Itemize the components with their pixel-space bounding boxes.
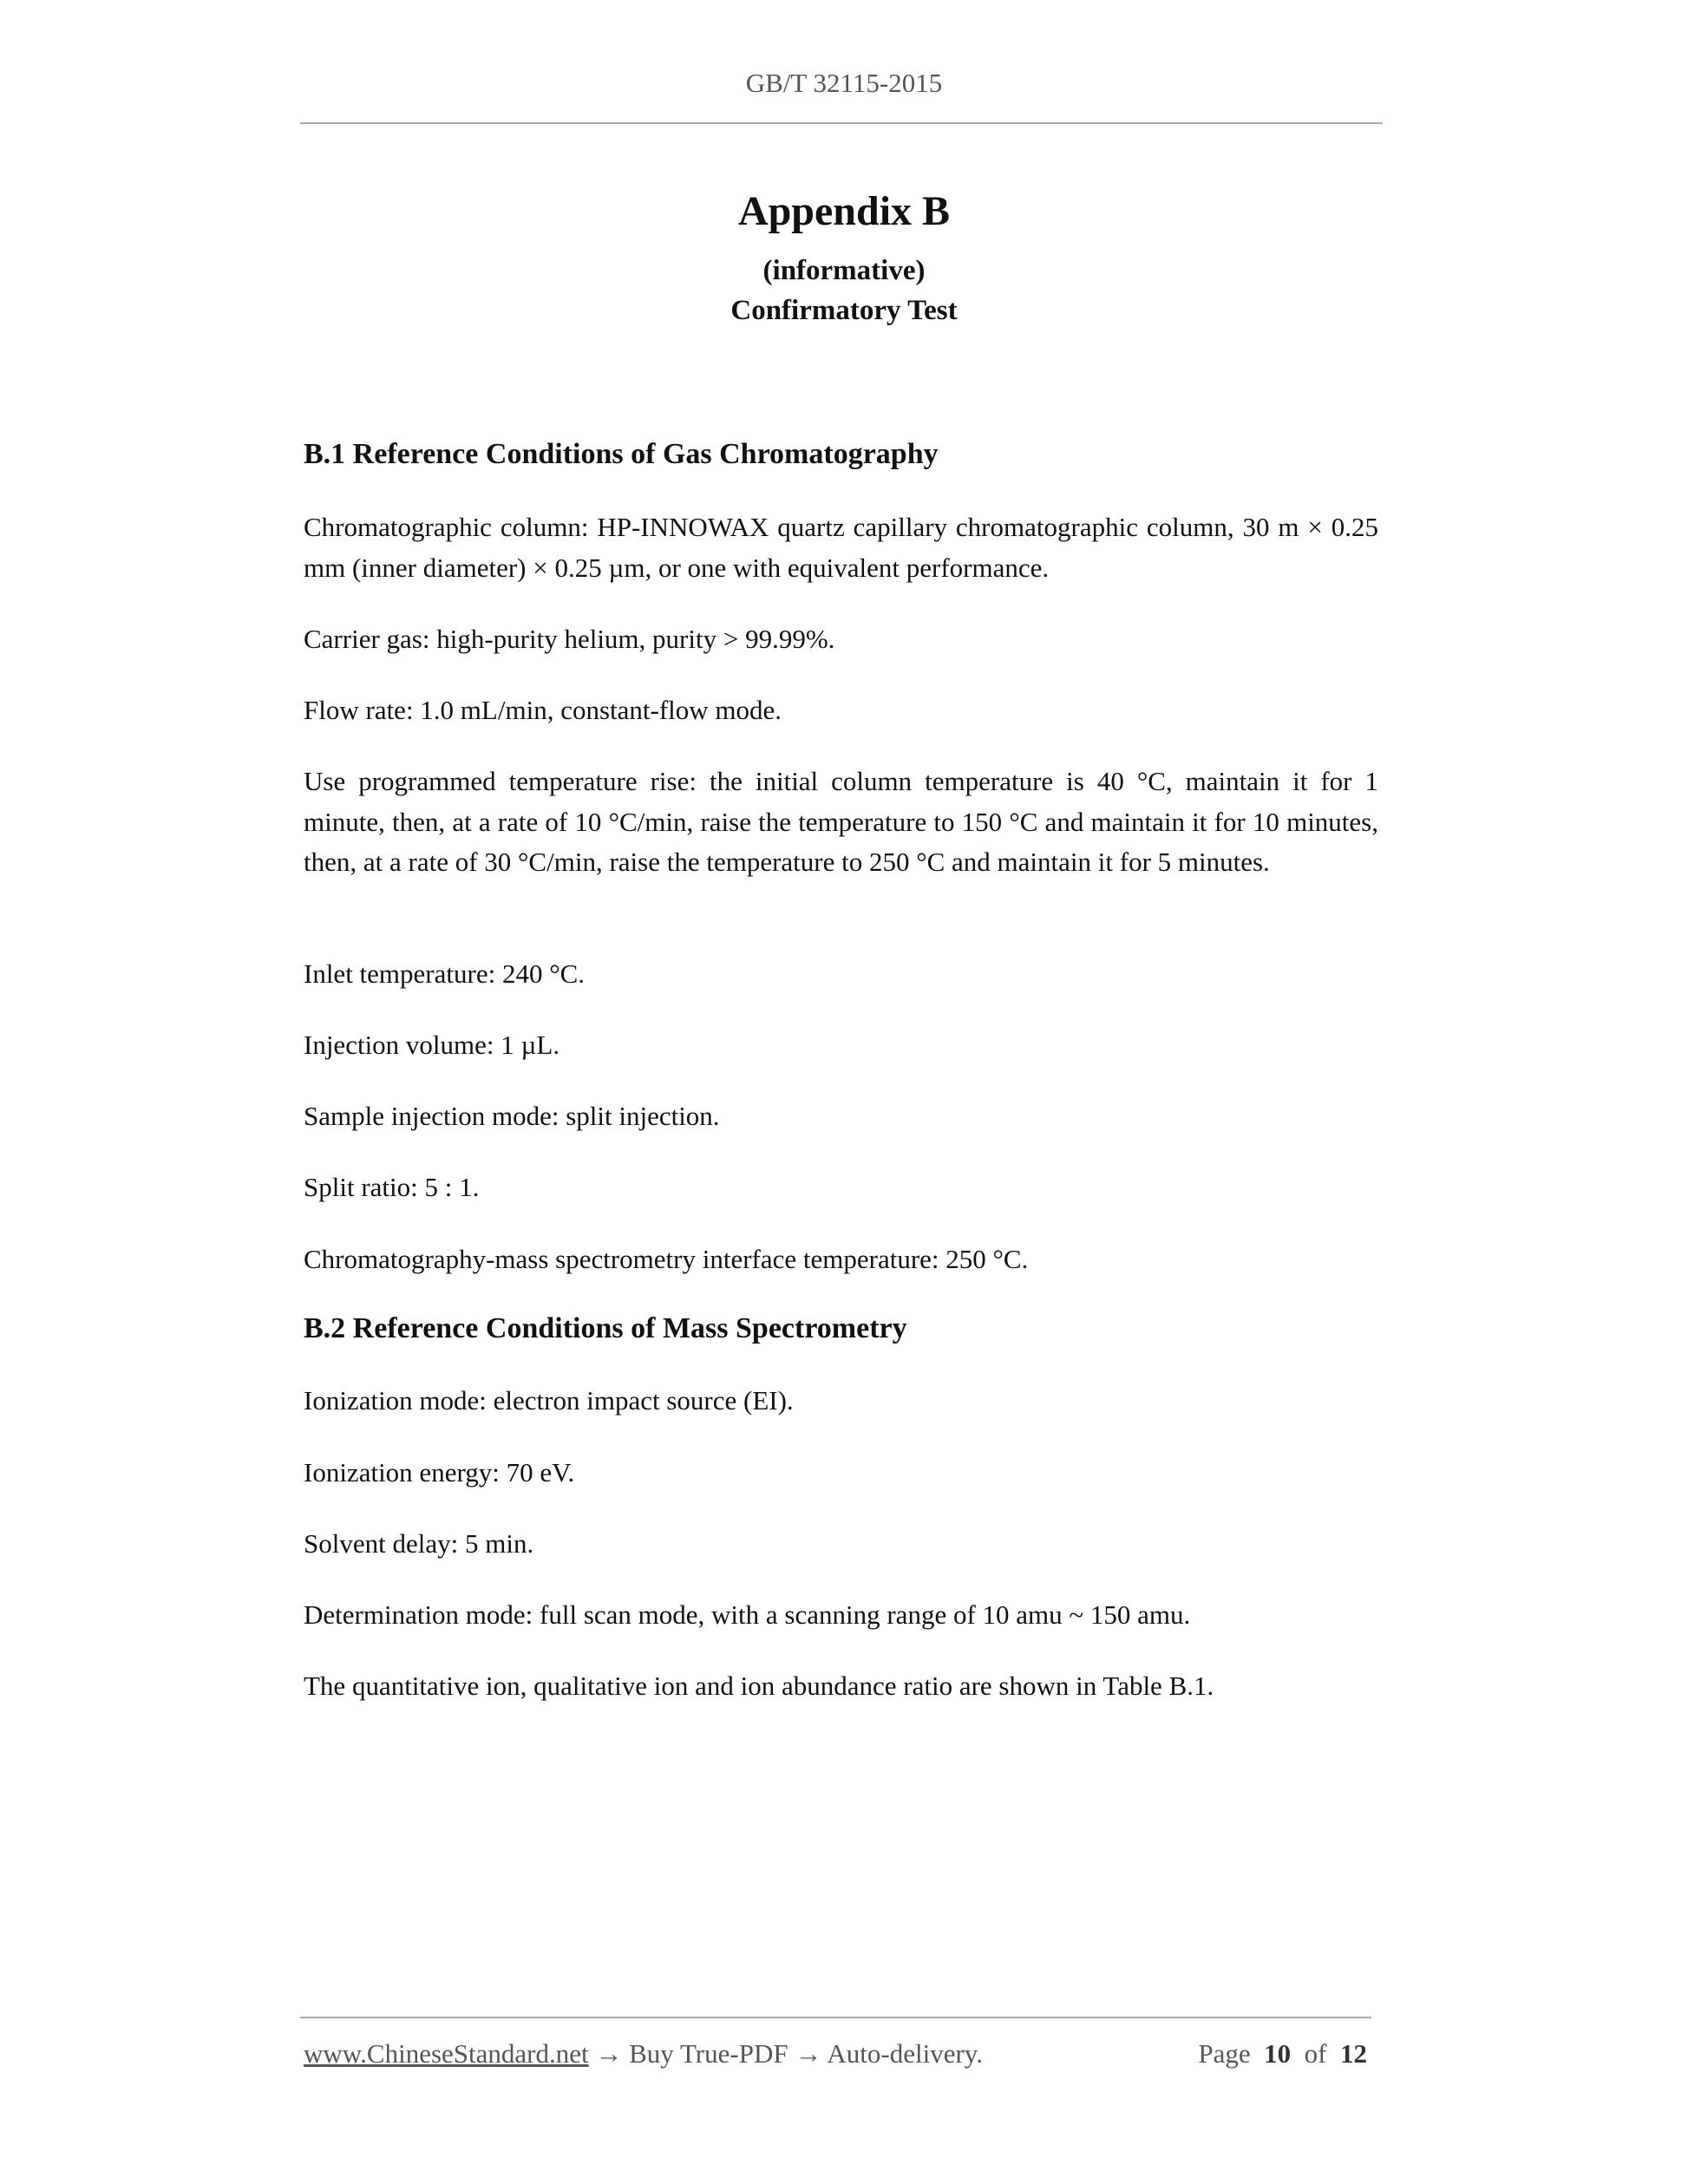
- page-current: 10: [1264, 2038, 1292, 2069]
- header-rule: [300, 122, 1383, 124]
- document-id-header: GB/T 32115-2015: [745, 68, 943, 98]
- auto-delivery-text: Auto-delivery.: [827, 2038, 984, 2069]
- paragraph-determination-mode: Determination mode: full scan mode, with a scanning range of 10 amu ~ 150 amu.: [304, 1599, 1191, 1630]
- section-heading-b1: B.1 Reference Conditions of Gas Chromatography: [304, 438, 939, 470]
- footer-left: [304, 2038, 983, 2070]
- paragraph-flow-rate: Flow rate: 1.0 mL/min, constant-flow mode.: [304, 695, 782, 725]
- page-label: Page: [1198, 2038, 1251, 2069]
- paragraph-inlet-temperature: Inlet temperature: 240 °C.: [304, 958, 586, 989]
- buy-pdf-text: Buy True-PDF: [629, 2038, 788, 2069]
- footer-rule: [300, 2017, 1371, 2018]
- paragraph-ionization-mode: Ionization mode: electron impact source (EI).: [304, 1385, 794, 1416]
- paragraph-ionization-energy: Ionization energy: 70 eV.: [304, 1457, 575, 1488]
- paragraph-table-reference: The quantitative ion, qualitative ion and ion abundance ratio are shown in Table B.1.: [304, 1671, 1214, 1701]
- arrow-right-icon: →: [795, 2038, 822, 2069]
- page-number: [1198, 2038, 1367, 2070]
- paragraph-solvent-delay: Solvent delay: 5 min.: [304, 1528, 534, 1559]
- appendix-subtitle: (informative): [762, 255, 926, 286]
- paragraph-interface-temperature: Chromatography-mass spectrometry interface temperature: 250 °C.: [304, 1244, 1029, 1274]
- paragraph-injection-volume: Injection volume: 1 µL.: [304, 1030, 560, 1060]
- page-total: 12: [1340, 2038, 1367, 2069]
- paragraph-split-ratio: Split ratio: 5 : 1.: [304, 1172, 480, 1202]
- paragraph-injection-mode: Sample injection mode: split injection.: [304, 1101, 720, 1131]
- section-heading-b2: B.2 Reference Conditions of Mass Spectrometry: [304, 1312, 907, 1344]
- appendix-title: Appendix B: [737, 188, 951, 234]
- paragraph-temperature-program: Use programmed temperature rise: the initial column temperature is 40 °C, maintain it for 1 minute, then, at a rate of 10 °C/min, raise the temperature to 150 °C and maintain it for 10 minutes, then, at a rate of 30 °C/min, raise the temperature to 250 °C and maintain it for 5 minutes.: [304, 766, 1378, 878]
- of-label: of: [1304, 2038, 1327, 2069]
- paragraph-column: Chromatographic column: HP-INNOWAX quartz capillary chromatographic column, 30 m × 0.25 mm (inner diameter) × 0.25 µm, or one with equivalent performance.: [304, 512, 1378, 583]
- website-link[interactable]: www.ChineseStandard.net: [304, 2038, 589, 2069]
- arrow-right-icon: →: [595, 2038, 623, 2069]
- paragraph-carrier-gas: Carrier gas: high-purity helium, purity > 99.99%.: [304, 624, 835, 654]
- appendix-name: Confirmatory Test: [730, 295, 958, 326]
